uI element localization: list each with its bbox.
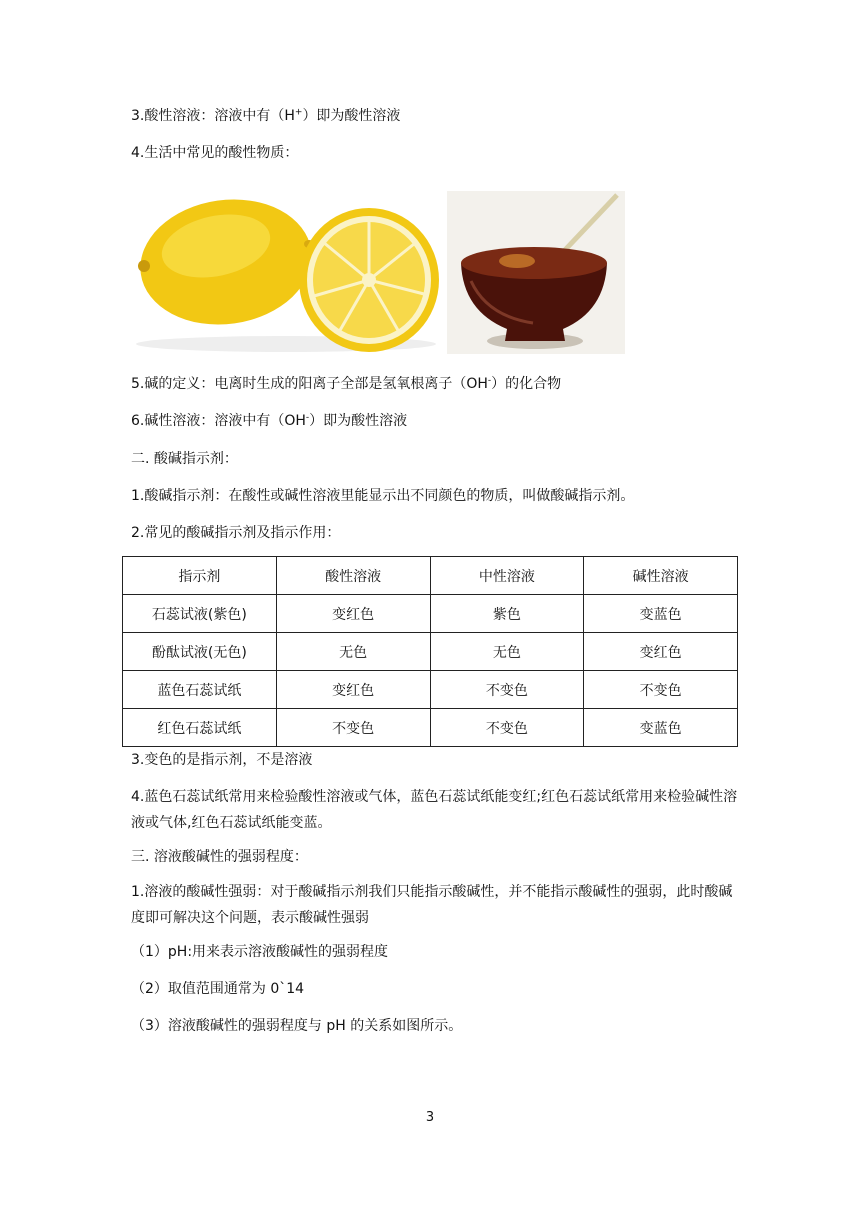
table-header-cell: 酸性溶液: [276, 557, 430, 595]
page-number: 3: [425, 1110, 435, 1125]
item-3-1-2-ph-range: （2）取值范围通常为 0`14: [131, 981, 305, 997]
table-header-cell: 碱性溶液: [584, 557, 738, 595]
table-cell: 不变色: [430, 709, 584, 747]
item-2-1-indicator-definition: 1.酸碱指示剂：在酸性或碱性溶液里能显示出不同颜色的物质，叫做酸碱指示剂。: [131, 488, 635, 504]
table-cell: 变红色: [584, 633, 738, 671]
table-cell: 蓝色石蕊试纸: [123, 671, 277, 709]
table-row: [123, 709, 738, 747]
lemon-image: [131, 184, 446, 356]
table-cell: 石蕊试液(紫色): [123, 595, 277, 633]
section-3-heading: 三. 溶液酸碱性的强弱程度：: [131, 849, 308, 865]
table-row: [123, 595, 738, 633]
table-cell: 变红色: [276, 671, 430, 709]
table-cell: 无色: [276, 633, 430, 671]
item-2-3-note: 3.变色的是指示剂，不是溶液: [131, 752, 313, 768]
item-3-1-1-ph-definition: （1）pH:用来表示溶液酸碱性的强弱程度: [131, 944, 389, 960]
table-cell: 变红色: [276, 595, 430, 633]
table-cell: 红色石蕊试纸: [123, 709, 277, 747]
table-cell: 紫色: [430, 595, 584, 633]
table-header-cell: 中性溶液: [430, 557, 584, 595]
item-3-acidic-solution: 3.酸性溶液：溶液中有（H+）即为酸性溶液: [131, 107, 401, 124]
indicator-table: [122, 556, 738, 747]
table-cell: 无色: [430, 633, 584, 671]
item-3-1-acidity-strength: 1.溶液的酸碱性强弱：对于酸碱指示剂我们只能指示酸碱性，并不能指示酸碱性的强弱，此时酸碱度即可解决这个问题，表示酸碱性强弱: [131, 884, 733, 926]
item-5-base-definition: 5.碱的定义：电离时生成的阳离子全部是氢氧根离子（OH-）的化合物: [131, 375, 562, 392]
table-cell: 不变色: [276, 709, 430, 747]
table-cell: 不变色: [584, 671, 738, 709]
table-header-row: [123, 557, 738, 595]
item-6-basic-solution: 6.碱性溶液：溶液中有（OH-）即为酸性溶液: [131, 412, 408, 429]
item-2-2-common-indicators: 2.常见的酸碱指示剂及指示作用：: [131, 525, 341, 541]
table-cell: 变蓝色: [584, 595, 738, 633]
table-cell: 变蓝色: [584, 709, 738, 747]
section-2-heading: 二. 酸碱指示剂：: [131, 451, 238, 467]
table-cell: 不变色: [430, 671, 584, 709]
item-3-1-3-ph-relation: （3）溶液酸碱性的强弱程度与 pH 的关系如图所示。: [131, 1018, 463, 1034]
item-2-4-litmus-paper: 4.蓝色石蕊试纸常用来检验酸性溶液或气体，蓝色石蕊试纸能变红;红色石蕊试纸常用来检验碱性溶液或气体,红色石蕊试纸能变蓝。: [131, 789, 738, 831]
table-row: [123, 633, 738, 671]
acidic-substances-images: [131, 184, 625, 356]
table-cell: 酚酞试液(无色): [123, 633, 277, 671]
table-row: [123, 671, 738, 709]
table-header-cell: 指示剂: [123, 557, 277, 595]
cola-drink-image: [447, 191, 625, 354]
item-4-common-acids: 4.生活中常见的酸性物质：: [131, 145, 299, 161]
